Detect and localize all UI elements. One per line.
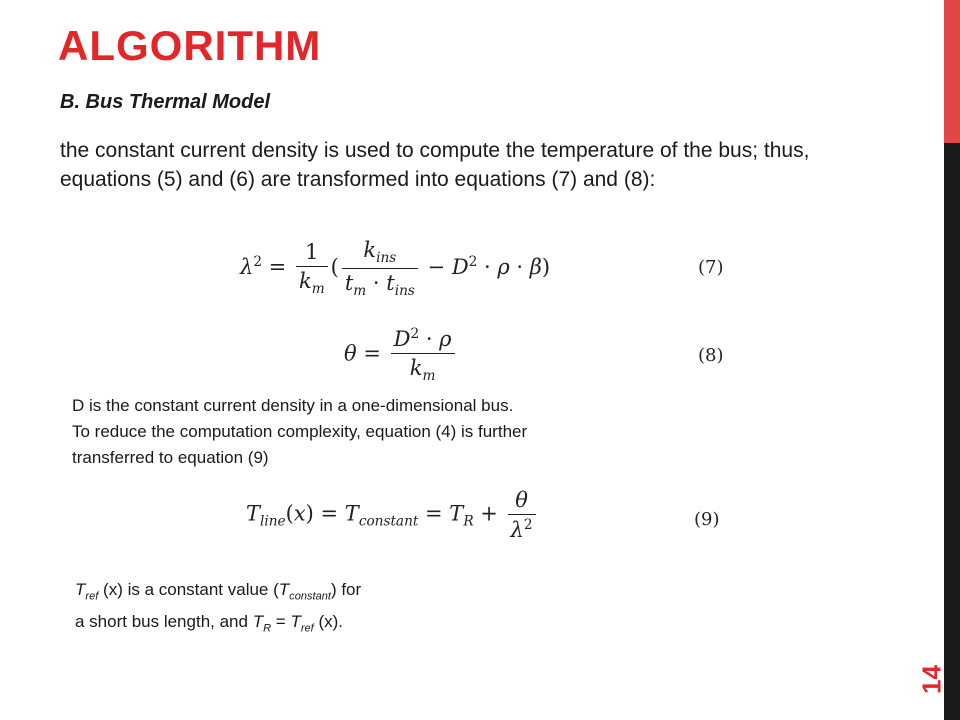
slide-number-text: 14 (916, 665, 947, 694)
note-line: To reduce the computation complexity, equation (4) is further (72, 422, 528, 441)
note-line: $T_{ref}$ (x) is a constant value $(T_{constant})$ for (75, 580, 362, 603)
side-bar-accent (944, 0, 960, 143)
equation-7: $\lambda^2$ = $\frac{1}{k_m}$ ( $\frac{k_{ins}}{t_m \cdot t_{ins}}$ − $D^2 \cdot \rho \cdot \beta$) (240, 238, 551, 300)
equation-8: θ = $\frac{D^2 \cdot \rho}{k_m}$ (344, 326, 458, 384)
equation-7-number: (7) (698, 257, 724, 278)
equation-8-number: (8) (698, 345, 724, 366)
equation-9: $T_{line}(x) = T_{constant} = T_R$ + $\frac{\theta}{\lambda^2}$ (246, 488, 539, 542)
section-subtitle: B. Bus Thermal Model (60, 91, 271, 113)
equation-9-number: (9) (694, 509, 720, 530)
reference-note (75, 577, 495, 642)
note-line: transferred to equation (9) (72, 448, 269, 467)
slide-title: ALGORITHM (58, 22, 322, 69)
slide-number (918, 660, 946, 700)
side-bar (944, 0, 960, 720)
intro-paragraph: the constant current density is used to compute the temperature of the bus; thus, equations (5) and (6) are transformed into equations (7) and (8): (60, 139, 810, 191)
note-line: a short bus length, and $T_R = T_{ref}$ (x). (75, 612, 344, 635)
note-line: D is the constant current density in a one-dimensional bus. (72, 396, 514, 415)
explanation-note (72, 393, 752, 471)
